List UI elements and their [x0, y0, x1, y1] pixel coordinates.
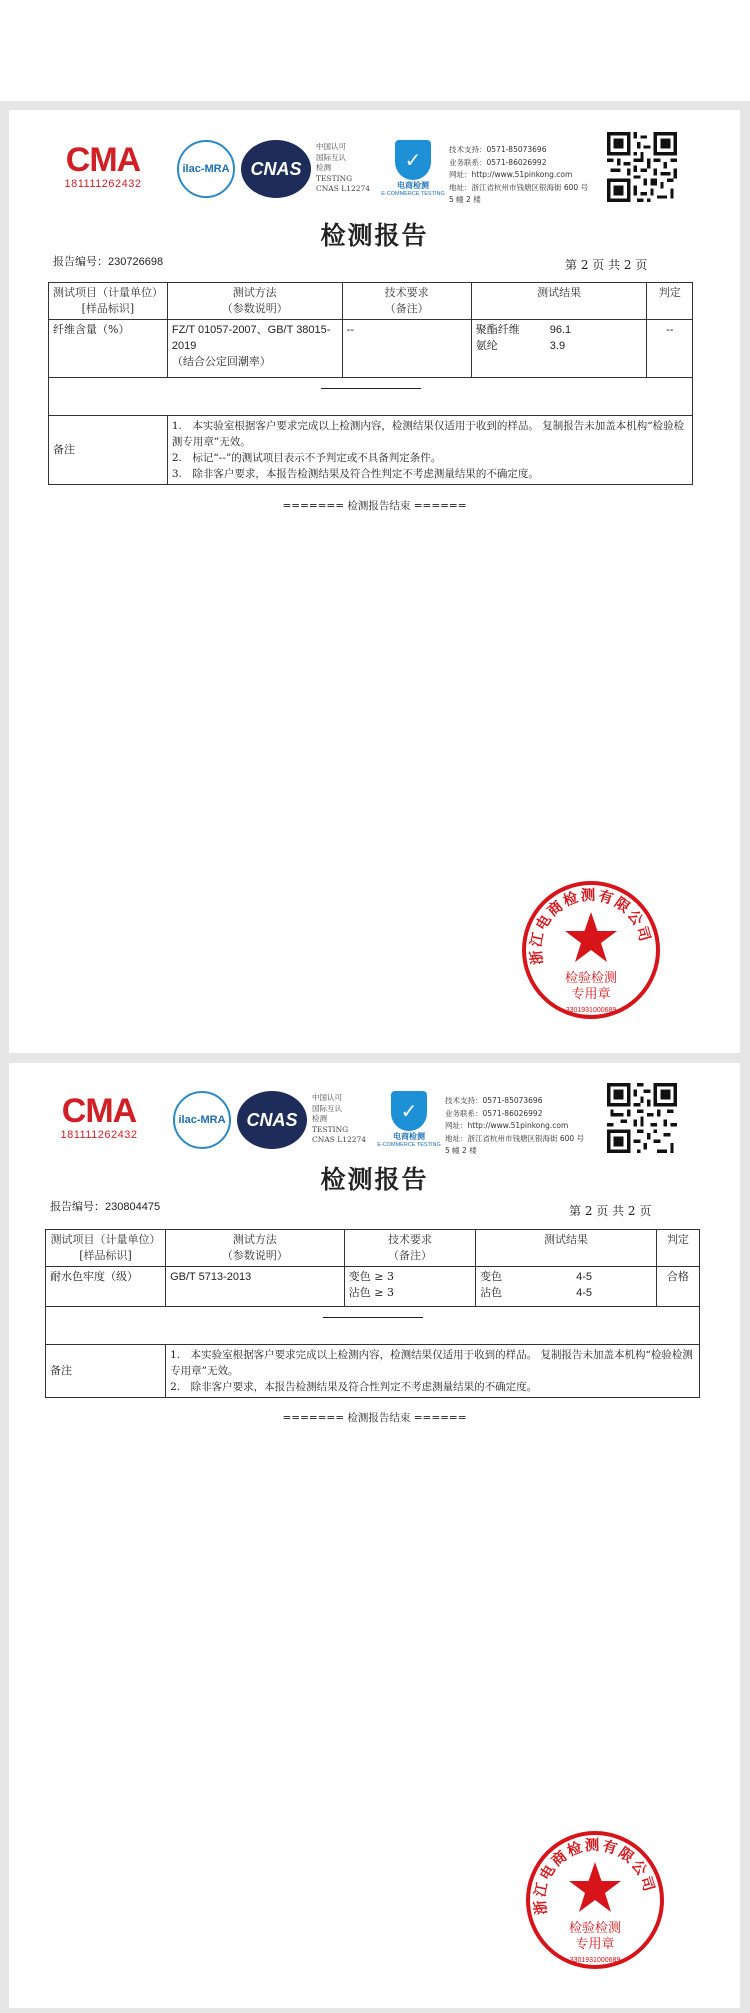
cell-method: GB/T 5713-2013 [166, 1267, 345, 1307]
header-test-method: 测试方法 （参数说明） [167, 283, 342, 320]
cell-requirement: 变色 ≥ 3 沾色 ≥ 3 [344, 1267, 475, 1307]
report-title: 检测报告 [320, 221, 429, 250]
report-sheet-2 [9, 1063, 740, 2008]
accreditation-text: 中国认可 国际互认 检测 TESTING CNAS L12274 [312, 1093, 367, 1144]
qr-code-icon[interactable] [607, 1083, 677, 1153]
report-number: 报告编号：230726698 [53, 255, 164, 268]
header-requirement: 技术要求 （备注） [344, 1230, 475, 1267]
cell-result: 变色 4-5 沾色 4-5 [476, 1267, 657, 1307]
svg-text:专用章: 专用章 [575, 1937, 615, 1952]
cell-requirement: -- [342, 320, 471, 378]
official-seal [519, 878, 663, 1022]
cell-item: 纤维含量（%） [49, 320, 168, 378]
header-test-method: 测试方法 （参数说明） [166, 1230, 345, 1267]
header-logos [59, 1091, 699, 1155]
header-test-item: 测试项目（计量单位） [样品标识] [46, 1230, 166, 1267]
accreditation-text: 中国认可 国际互认 检测 TESTING CNAS L12274 [316, 142, 371, 193]
remark-content: 1. 本实验室根据客户要求完成以上检测内容，检测结果仅适用于收到的样品。 复制报告未加盖本机构“检验检测专用章”无效。 2. 除非客户要求，本报告检测结果及符合性判定不考虑测量结果的不确定度。 [166, 1345, 700, 1398]
header-result: 测试结果 [476, 1230, 657, 1267]
cma-mark: CMA [65, 141, 141, 179]
cnas-logo: CNAS [237, 1091, 307, 1149]
cell-verdict: 合格 [656, 1267, 699, 1307]
cma-logo: CMA 181111262432 [60, 1092, 138, 1141]
table-row [46, 1267, 700, 1307]
ecommerce-testing-logo: ✓ 电商检测 E-COMMERCE TESTING [379, 140, 447, 197]
header-test-item: 测试项目（计量单位） [样品标识] [49, 283, 168, 320]
page-indicator: 第 2 页 共 2 页 [565, 258, 648, 272]
contact-info: 技术支持：0571-85073696 业务联系：0571-86026992 网址：http://www.51pinkong.com 地址：浙江省杭州市钱塘区银海街 600 号 5 幢 2 楼 [449, 145, 589, 204]
cell-method: FZ/T 01057-2007、GB/T 38015-2019 （结合公定回潮率） [167, 320, 342, 378]
ecommerce-testing-logo: ✓ 电商检测 E-COMMERCE TESTING [375, 1091, 443, 1148]
report-end-marker: ======= 检测报告结束 ====== [282, 500, 467, 512]
shield-check-icon: ✓ [395, 140, 431, 180]
cma-logo [63, 142, 143, 190]
remarks-row [46, 1345, 700, 1398]
remarks-row [49, 416, 693, 485]
cell-item: 耐水色牢度（级） [46, 1267, 166, 1307]
table-header-row [49, 283, 693, 320]
contact-info: 技术支持：0571-85073696 业务联系：0571-86026992 网址：http://www.51pinkong.com 地址：浙江省杭州市钱塘区银海街 600 号 5 幢 2 楼 [445, 1096, 585, 1155]
report-title: 检测报告 [320, 1165, 429, 1194]
cnas-logo: CNAS [241, 140, 311, 198]
remark-content: 1. 本实验室根据客户要求完成以上检测内容，检测结果仅适用于收到的样品。 复制报告未加盖本机构“检验检测专用章”无效。 2. 标记“--”的测试项目表示不予判定或不具备判定条件。 3. 除非客户要求，本报告检测结果及符合性判定不考虑测量结果的不确定度。 [167, 416, 692, 485]
table-row [49, 320, 693, 378]
header-logos [63, 140, 703, 204]
svg-text:3301931000689: 3301931000689 [565, 1007, 617, 1014]
official-seal [523, 1828, 667, 1972]
ilac-mra-logo: ilac-MRA [173, 1091, 231, 1149]
header-result: 测试结果 [471, 283, 647, 320]
remark-label: 备注 [46, 1345, 166, 1398]
report-number: 报告编号：230804475 [50, 1200, 161, 1213]
results-table [48, 282, 693, 485]
svg-text:检验检测: 检验检测 [568, 1921, 622, 1936]
header-verdict: 判定 [647, 283, 693, 320]
page-indicator: 第 2 页 共 2 页 [569, 1204, 652, 1218]
header-requirement: 技术要求 （备注） [342, 283, 471, 320]
separator-line [323, 1317, 423, 1318]
table-header-row [46, 1230, 700, 1267]
report-sheet-1 [9, 110, 740, 1053]
qr-code-icon[interactable] [607, 132, 677, 202]
svg-text:浙江电商检测有限公司: 浙江电商检测有限公司 [528, 887, 653, 966]
remark-label: 备注 [49, 416, 168, 485]
cell-result: 聚酯纤维 96.1 氨纶 3.9 [471, 320, 647, 378]
results-table [45, 1229, 700, 1398]
top-blank-area [0, 0, 750, 101]
report-end-marker: ======= 检测报告结束 ====== [282, 1412, 467, 1424]
ilac-mra-logo: ilac-MRA [177, 140, 235, 198]
header-verdict: 判定 [656, 1230, 699, 1267]
separator-row [49, 378, 693, 416]
separator-row [46, 1307, 700, 1345]
separator-line [321, 388, 421, 389]
cell-verdict: -- [647, 320, 693, 378]
svg-text:检验检测: 检验检测 [564, 971, 618, 986]
shield-check-icon: ✓ [391, 1091, 427, 1131]
svg-text:浙江电商检测有限公司: 浙江电商检测有限公司 [532, 1837, 657, 1916]
svg-text:专用章: 专用章 [571, 987, 611, 1002]
svg-text:3301931000689: 3301931000689 [569, 1957, 621, 1964]
cma-number: 181111262432 [64, 178, 142, 190]
